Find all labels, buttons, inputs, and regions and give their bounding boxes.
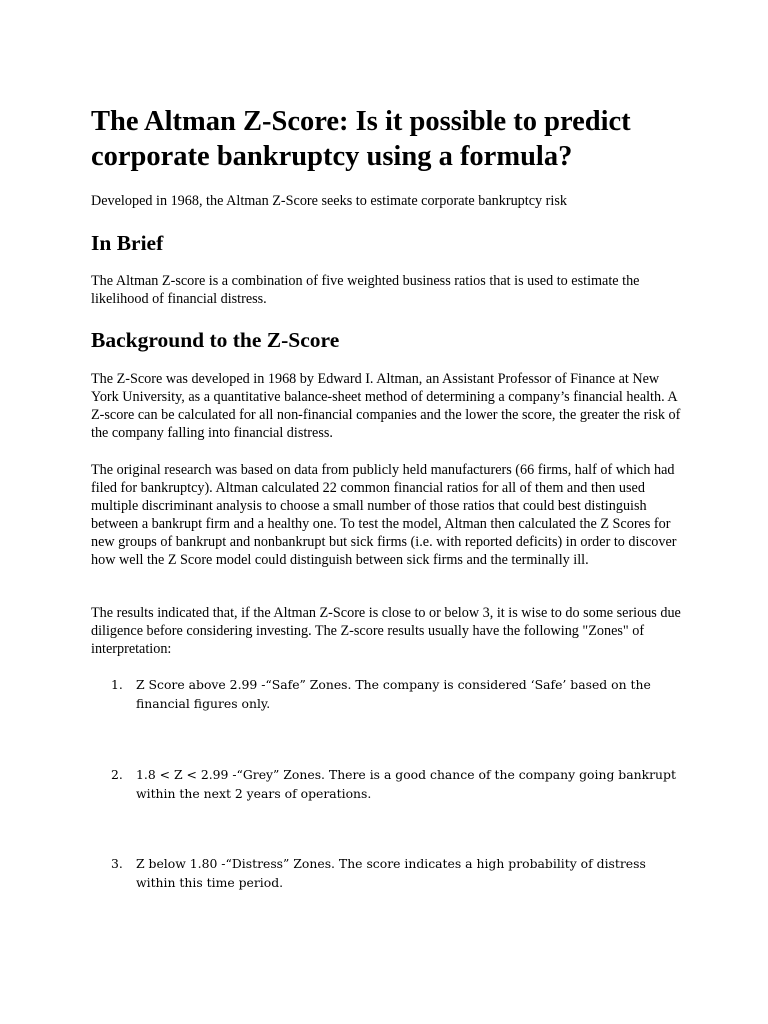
in-brief-paragraph: The Altman Z-score is a combination of five weighted business ratios that is used to estimate the likelihood of financial distress. [91,273,640,307]
list-item-text: 1.8 < Z < 2.99 -“Grey” Zones. There is a good chance of the company going bankrupt within the next 2 years of operations. [136,767,676,801]
background-paragraph: The Z-Score was developed in 1968 by Edward I. Altman, an Assistant Professor of Finance at New York University, as a quantitative balance-sheet method of determining a company’s financial health. A Z-score can be calculated for all non-financial companies and the lower the score, the greater the risk of the company falling into financial distress. [91,371,681,441]
list-number: 2. [111,767,123,782]
zone-list-item [91,854,681,892]
list-number: 1. [111,677,123,692]
section-heading-in-brief: In Brief [91,231,164,255]
list-item-text: Z below 1.80 -“Distress” Zones. The score indicates a high probability of distress within this time period. [136,856,646,890]
list-number: 3. [111,856,123,871]
section-heading-background: Background to the Z-Score [91,328,340,352]
background-paragraph: The results indicated that, if the Altman Z-Score is close to or below 3, it is wise to do some serious due diligence before considering investing. The Z-score results usually have the following "Zones" of interpretation: [91,605,681,657]
page-title: The Altman Z-Score: Is it possible to predict corporate bankruptcy using a formula? [91,106,631,172]
zone-list-item [91,675,681,713]
zone-list-item [91,765,681,803]
background-paragraph: The original research was based on data from publicly held manufacturers (66 firms, half of which had filed for bankruptcy). Altman calculated 22 common financial ratios for all of them and then used multiple discriminant analysis to choose a small number of those ratios that could best distinguish between a bankrupt firm and a healthy one. To test the model, Altman then calculated the Z Scores for new groups of bankrupt and nonbankrupt but sick firms (i.e. with reported deficits) in order to discover how well the Z Score model could distinguish between sick firms and the terminally ill. [91,462,677,568]
page-subtitle: Developed in 1968, the Altman Z-Score seeks to estimate corporate bankruptcy risk [91,193,567,209]
list-item-text: Z Score above 2.99 -“Safe” Zones. The company is considered ‘Safe’ based on the financial figures only. [136,677,651,711]
